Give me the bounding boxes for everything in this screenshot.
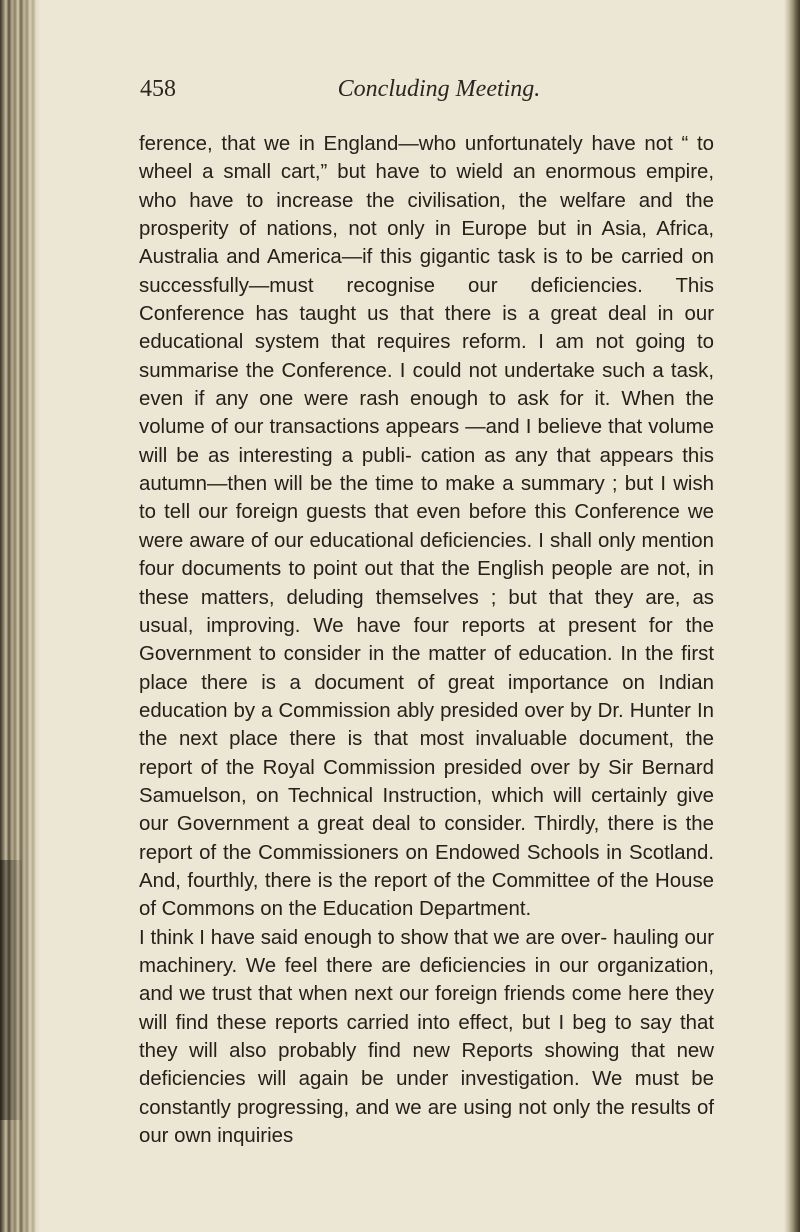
- book-binding-edge: [0, 0, 40, 1232]
- paragraph: ference, that we in England—who unfortunately have not “ to wheel a small cart,” but have to wield an enormous empire, who have to increase the civilisation, the welfare and the prosperity of nations, not only in Europe but in Asia, Africa, Australia and America—if this gigantic task is to be carried on successfully—must recognise our deficiencies. This Conference has taught us that there is a great deal in our educational system that requires reform. I am not going to summarise the Conference. I could not undertake such a task, even if any one were rash enough to ask for it. When the volume of our transactions appears —and I believe that volume will be as interesting a publi- cation as any that appears this autumn—then will be the time to make a summary ; but I wish to tell our foreign guests that even before this Conference we were aware of our educational deficiencies. I shall only mention four documents to point out that the English people are not, in these matters, deluding themselves ; but that they are, as usual, improving. We have four reports at present for the Government to consider in the matter of education. In the first place there is a document of great importance on Indian education by a Commission ably presided over by Dr. Hunter In the next place there is that most invaluable document, the report of the Royal Commission presided over by Sir Bernard Samuelson, on Technical Instruction, which will certainly give our Government a great deal to consider. Thirdly, there is the report of the Commissioners on Endowed Schools in Scotland. And, fourthly, there is the report of the Committee of the House of Commons on the Education Department.: [139, 133, 714, 921]
- paragraph: I think I have said enough to show that we are over- hauling our machinery. We feel there are deficiencies in our organization, and we trust that when next our foreign friends come here they will find these reports carried into effect, but I beg to say that they will also probably find new Reports showing that new deficiencies will again be under investigation. We must be constantly progressing, and we are using not only the results of our own inquiries: [139, 926, 714, 1148]
- page-header: [134, 76, 714, 112]
- running-head: Concluding Meeting.: [337, 76, 541, 102]
- body-text: [139, 130, 714, 1150]
- page-right-edge: [784, 0, 800, 1232]
- page-number: 458: [140, 76, 176, 102]
